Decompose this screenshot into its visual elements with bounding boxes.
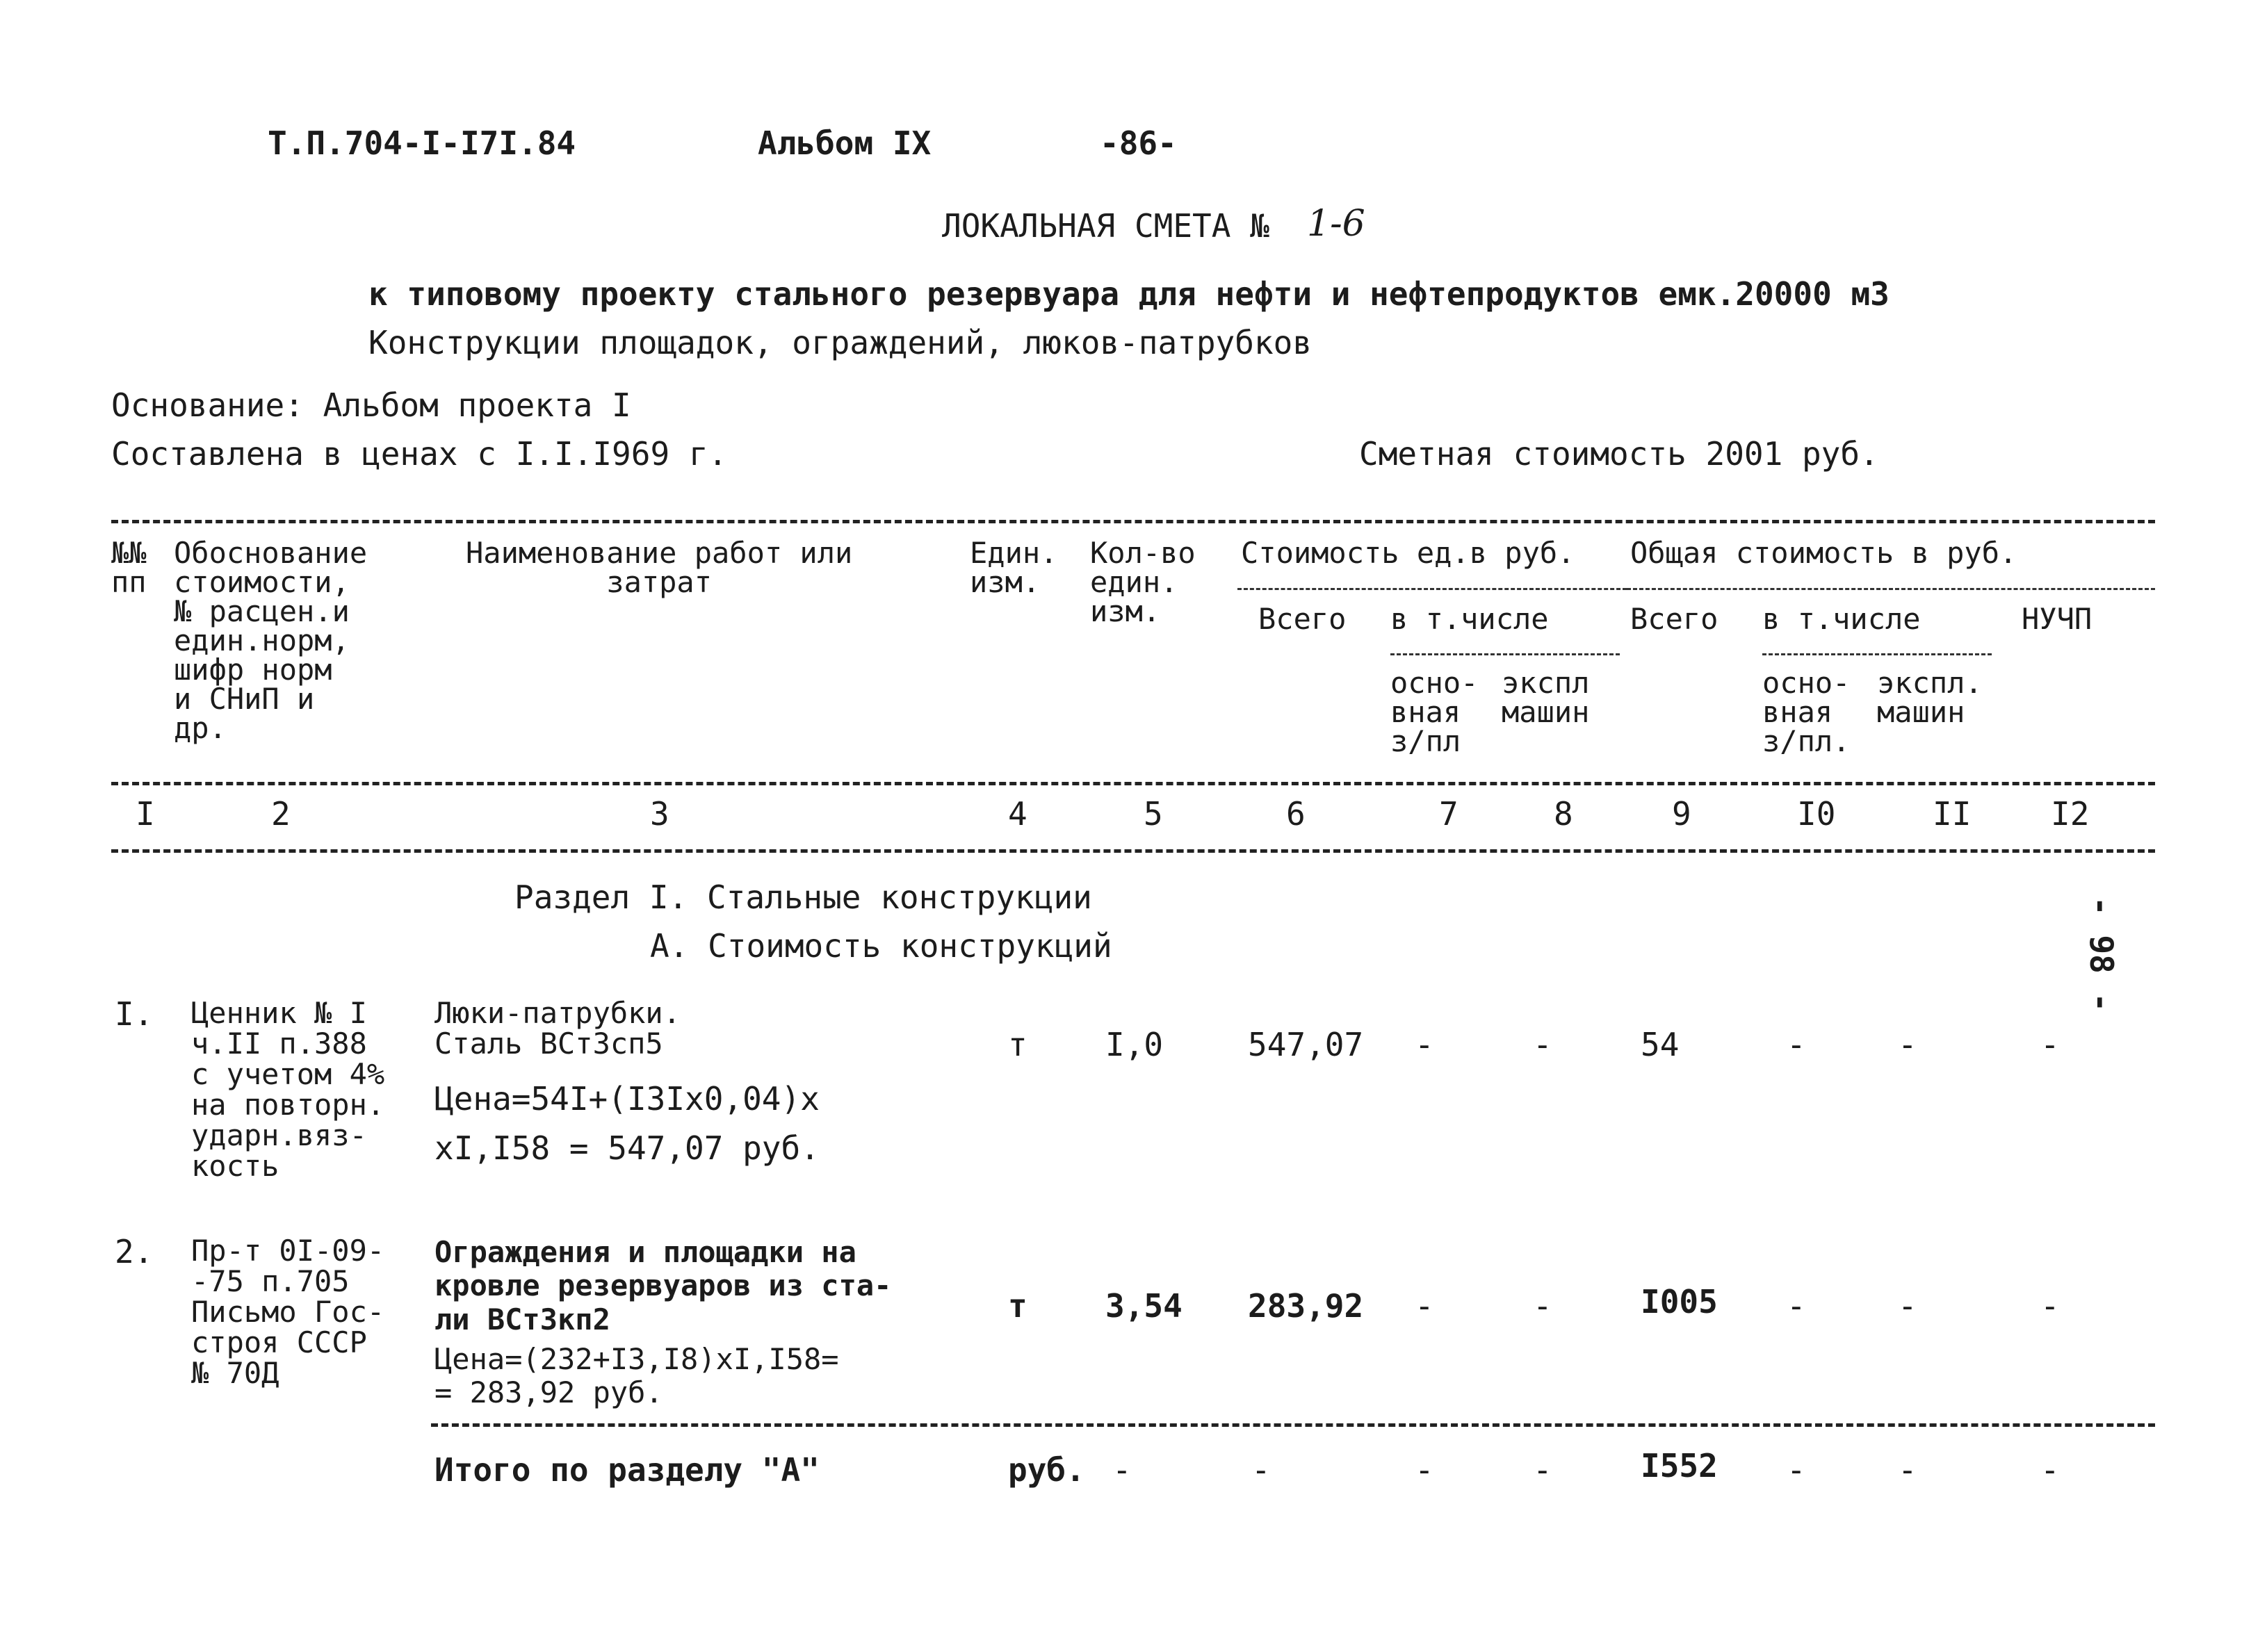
row-unit-machines: - bbox=[1533, 1287, 1552, 1325]
row-price-calc: Цена=(232+I3,I8)xI,I58= = 283,92 руб. bbox=[434, 1342, 839, 1410]
row-unit-wages: - bbox=[1415, 1026, 1434, 1063]
row-total-machines: - bbox=[1898, 1287, 1917, 1325]
estimated-cost: Сметная стоимость 2001 руб. bbox=[1359, 435, 1879, 473]
subtotal-total-machines: - bbox=[1898, 1451, 1917, 1489]
col-number-8: 8 bbox=[1554, 795, 1573, 833]
document-code: Т.П.704-I-I7I.84 bbox=[268, 124, 576, 162]
col-header-nuchp: НУЧП bbox=[2022, 602, 2093, 636]
col-header-unit: Един. изм. bbox=[970, 536, 1058, 599]
row-basis: Ценник № I ч.II п.388 с учетом 4% на повторн. ударн.вяз- кость bbox=[191, 996, 385, 1184]
row-quantity: I,0 bbox=[1105, 1026, 1164, 1063]
page-number: -86- bbox=[1100, 124, 1177, 162]
subtotal-unit-machines: - bbox=[1533, 1451, 1552, 1489]
row-total-wages: - bbox=[1787, 1026, 1806, 1063]
col-number-1: I bbox=[136, 795, 155, 833]
col-number-9: 9 bbox=[1672, 795, 1691, 833]
row-quantity: 3,54 bbox=[1105, 1287, 1183, 1325]
col-header-total-wages: осно- вная з/пл. bbox=[1762, 666, 1851, 758]
album-label: Альбом IX bbox=[758, 124, 932, 162]
header-subrule-incl-total bbox=[1762, 653, 1992, 655]
col-numbers-rule bbox=[111, 849, 2155, 853]
row-total-machines: - bbox=[1898, 1026, 1917, 1063]
row-number: I. bbox=[115, 995, 154, 1033]
col-header-qty: Кол-во един. изм. bbox=[1090, 536, 1196, 628]
project-subject: к типовому проекту стального резервуара для нефти и нефтепродуктов емк.20000 м3 bbox=[368, 275, 1890, 313]
row-unit: т bbox=[1008, 1026, 1027, 1063]
table-top-rule bbox=[111, 520, 2155, 523]
col-number-10: I0 bbox=[1797, 795, 1836, 833]
col-number-5: 5 bbox=[1144, 795, 1163, 833]
row-total: 54 bbox=[1641, 1026, 1680, 1063]
subtotal-unit-wages: - bbox=[1415, 1451, 1434, 1489]
header-subrule-total bbox=[1627, 588, 2155, 590]
row-nuchp: - bbox=[2040, 1287, 2060, 1325]
col-header-unit-cost-group: Стоимость ед.в руб. bbox=[1241, 536, 1575, 570]
row-price-calc: Цена=54I+(I3Ix0,04)x xI,I58 = 547,07 руб. bbox=[434, 1080, 820, 1168]
header-subrule-incl-unit bbox=[1390, 653, 1620, 655]
subtotal-price: - bbox=[1251, 1451, 1271, 1489]
subtotal-label: Итого по разделу "А" bbox=[434, 1451, 820, 1489]
subtotal-rule bbox=[431, 1423, 2155, 1427]
subtotal-nuchp: - bbox=[2040, 1451, 2060, 1489]
row-unit-machines: - bbox=[1533, 1026, 1552, 1063]
col-number-6: 6 bbox=[1286, 795, 1306, 833]
col-header-unit-wages: осно- вная з/пл bbox=[1390, 666, 1479, 758]
row-total-wages: - bbox=[1787, 1287, 1806, 1325]
section-title: Раздел I. Стальные конструкции bbox=[514, 878, 1092, 916]
estimate-number: 1-6 bbox=[1307, 203, 1365, 245]
col-header-unit-incl: в т.числе bbox=[1390, 602, 1549, 636]
row-unit-price: 547,07 bbox=[1248, 1026, 1364, 1063]
col-number-7: 7 bbox=[1439, 795, 1458, 833]
col-number-11: II bbox=[1933, 795, 1972, 833]
col-header-number: №№ пп bbox=[111, 536, 147, 599]
col-number-4: 4 bbox=[1008, 795, 1027, 833]
col-number-12: I2 bbox=[2051, 795, 2090, 833]
section-subtitle: А. Стоимость конструкций bbox=[650, 927, 1112, 965]
col-header-total-machines: экспл. машин bbox=[1877, 666, 1983, 729]
col-header-name: Наименование работ или затрат bbox=[466, 536, 853, 599]
col-header-total: Всего bbox=[1630, 602, 1718, 636]
subtotal-qty: - bbox=[1112, 1451, 1132, 1489]
price-level-line: Составлена в ценах с I.I.I969 г. bbox=[111, 435, 728, 473]
col-number-2: 2 bbox=[271, 795, 291, 833]
col-header-unit-total: Всего bbox=[1258, 602, 1347, 636]
col-header-unit-machines: экспл машин bbox=[1502, 666, 1590, 729]
row-unit: т bbox=[1008, 1287, 1027, 1325]
col-header-basis: Обоснование стоимости, № расцен.и един.норм, шифр норм и СНиП и др. bbox=[174, 536, 368, 745]
row-unit-wages: - bbox=[1415, 1287, 1434, 1325]
col-number-3: 3 bbox=[650, 795, 669, 833]
row-work-name: Ограждения и площадки на кровле резервуаров из ста- ли ВСт3кп2 bbox=[434, 1235, 892, 1336]
header-bottom-rule bbox=[111, 782, 2155, 785]
row-basis: Пр-т 0I-09- -75 п.705 Письмо Гос- строя СССР № 70Д bbox=[191, 1234, 385, 1391]
row-total: I005 bbox=[1641, 1283, 1718, 1320]
project-scope: Конструкции площадок, ограждений, люков-патрубков bbox=[368, 324, 1313, 361]
header-subrule-unit bbox=[1237, 588, 1627, 590]
basis-line: Основание: Альбом проекта I bbox=[111, 386, 631, 424]
row-number: 2. bbox=[115, 1233, 154, 1270]
row-unit-price: 283,92 bbox=[1248, 1287, 1364, 1325]
row-work-name: Люки-патрубки. Сталь ВСт3сп5 bbox=[434, 996, 681, 1061]
subtotal-total: I552 bbox=[1641, 1447, 1718, 1485]
col-header-total-incl: в т.числе bbox=[1762, 602, 1921, 636]
subtotal-total-wages: - bbox=[1787, 1451, 1806, 1489]
side-page-mark: - 98 - bbox=[2083, 897, 2120, 1013]
col-header-total-cost-group: Общая стоимость в руб. bbox=[1630, 536, 2017, 570]
subtotal-unit: руб. bbox=[1008, 1451, 1085, 1489]
row-nuchp: - bbox=[2040, 1026, 2060, 1063]
estimate-title: ЛОКАЛЬНАЯ СМЕТА № bbox=[942, 207, 1269, 245]
